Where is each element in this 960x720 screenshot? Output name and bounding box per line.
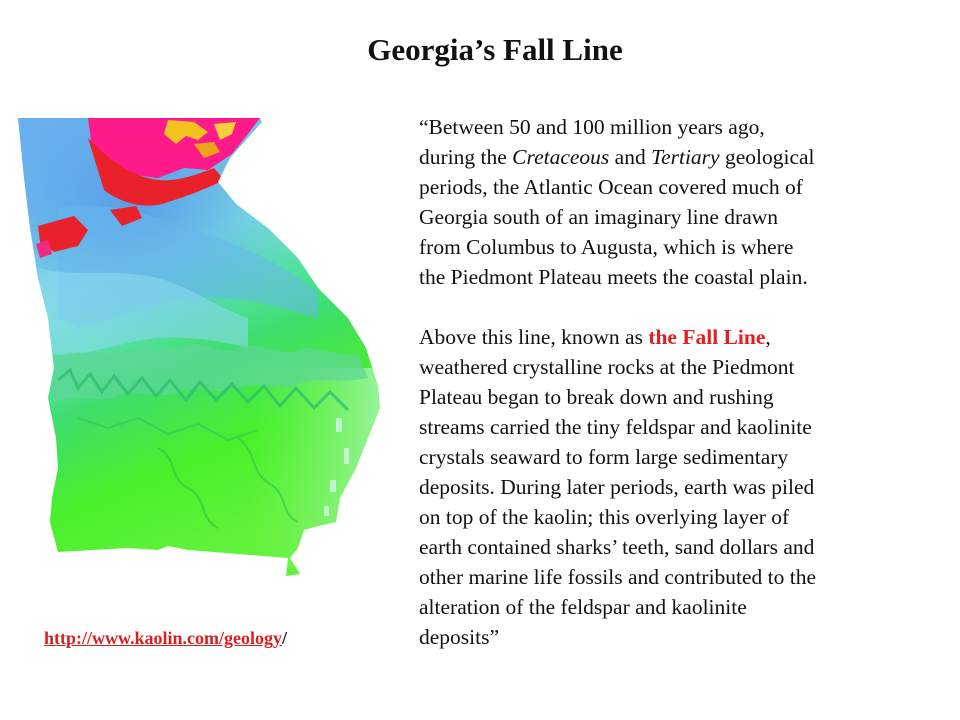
p1-line-2-a: during the [419,145,513,169]
p1-line-4: Georgia south of an imaginary line drawn [419,205,779,229]
p2-line-9: other marine life fossils and contributed to the [419,565,817,589]
cretaceous-term: Cretaceous [512,145,610,169]
source-link-line [44,628,287,649]
p1-line-6: the Piedmont Plateau meets the coastal plain. [419,265,808,289]
p2-line-11: deposits” [419,625,500,649]
p1-line-2-c: and [609,145,652,169]
fall-line-highlight: the Fall Line [648,325,766,349]
p1-line-3: periods, the Atlantic Ocean covered much of [419,175,803,199]
paragraph-cretaceous [419,112,939,292]
p1-line-2-e: geological [719,145,815,169]
p2-line-8: earth contained sharks’ teeth, sand dollars and [419,535,815,559]
p2-line-1-a: Above this line, known as [419,325,649,349]
link-trailing-slash: / [282,628,288,648]
map-terrain [18,118,398,580]
p1-line-5: from Columbus to Augusta, which is where [419,235,794,259]
p2-line-1-c: , [765,325,771,349]
p2-line-3: Plateau began to break down and rushing [419,385,774,409]
p2-line-4: streams carried the tiny feldspar and kaolinite [419,415,812,439]
p2-line-6: deposits. During later periods, earth was piled [419,475,815,499]
paragraph-fall-line [419,322,939,652]
quote-text-block [419,112,939,652]
slide-title: Georgia’s Fall Line [367,32,623,67]
p2-line-7: on top of the kaolin; this overlying layer of [419,505,790,529]
georgia-elevation-map [18,118,398,580]
paragraph-spacer [419,292,939,322]
kaolin-geology-link[interactable]: http://www.kaolin.com/geology [44,628,283,648]
p2-line-2: weathered crystalline rocks at the Piedmont [419,355,795,379]
p1-line-1: “Between 50 and 100 million years ago, [419,115,765,139]
p2-line-10: alteration of the feldspar and kaolinite [419,595,747,619]
tertiary-term: Tertiary [651,145,720,169]
p2-line-1 [419,322,939,352]
p1-line-2 [419,142,939,172]
p2-line-5: crystals seaward to form large sedimentary [419,445,789,469]
